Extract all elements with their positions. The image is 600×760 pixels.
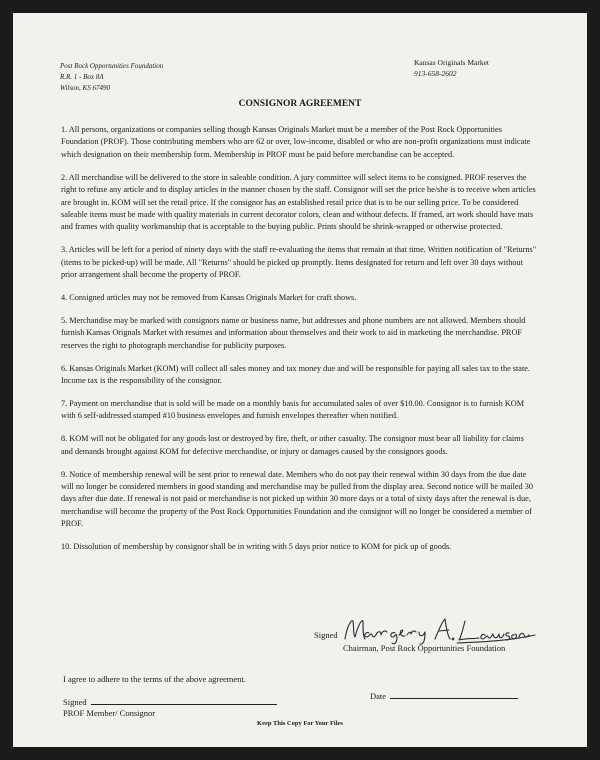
- clause-6: 6. Kansas Originals Market (KOM) will collect all sales money and tax money due and will be responsible for paying all sales tax to the state. Income tax is the responsibility of the consignor.: [61, 363, 530, 385]
- member-signature-field[interactable]: [91, 696, 277, 705]
- market-contact-block: [414, 57, 489, 79]
- clause-5: 5. Merchandise may be marked with consignors name or business name, but addresses and phone numbers are not allowed. Members should furnish Kansas Orignals Market with resumes and information about themselves and their work to aid in marketing the merchandise. PROF reserves the right to photograph merchandise for publicity purposes.: [61, 315, 526, 350]
- date-label: Date: [370, 691, 387, 701]
- footer-note: Keep This Copy For Your Files: [257, 720, 343, 727]
- document-title: CONSIGNOR AGREEMENT: [238, 99, 362, 109]
- market-phone: 913-658-2602: [414, 69, 457, 78]
- clause-8: 8. KOM will not be obligated for any goods lost or destroyed by fire, theft, or other casualty. The consignor must bear all liability for claims and demands brought against KOM for defective merchandise, or injury or damages caused by the consignors goods.: [61, 434, 524, 456]
- clause-10: 10. Dissolution of membership by consignor shall be in writing with 5 days prior notice to KOM for pick up of goods.: [61, 542, 452, 552]
- chairman-signature-block: [303, 611, 543, 661]
- signed-label: Signed: [314, 630, 338, 640]
- market-name: Kansas Originals Market: [414, 58, 489, 67]
- address-line-2: Wilson, KS 67490: [60, 84, 110, 92]
- document-page: [13, 13, 587, 747]
- clause-9: 9. Notice of membership renewal will be sent prior to renewal date. Members who do not pay their renewal within 30 days from the due date will no longer be considered members in good standing and merchandise may be pulled from the display area. Second notice will be mailed 30 days after due date. If renewal is not paid or merchandise is not picked up within 30 more days or a total of sixty days after the renewal is due, merchandise will become the property of the Post Rock Opportunities Foundation and the consignor will no longer be considered a member of PROF.: [61, 469, 533, 529]
- clause-1: 1. All persons, organizations or companies selling though Kansas Originals Market must be a member of the Post Rock Opportunities Foundation (PROF). Those contributing members who are 62 or over, low-income, disabled or who are non-profit organizations must indicate which designation on their membership form. Membership in PROF must be paid before merchandise can be accepted.: [61, 125, 531, 159]
- date-line[interactable]: [370, 690, 518, 701]
- member-signature-line[interactable]: [63, 696, 277, 707]
- member-signed-label: Signed: [63, 697, 87, 707]
- clause-3: 3. Articles will be left for a period of ninety days with the staff re-evaluating the items that remain at that time. Written notification of "Returns" (items to be picked-up) will be made. All "Returns" should be picked up promptly. Items designated for return and left over 30 days without prior arrangement shall become the property of PROF.: [61, 245, 537, 280]
- address-line-1: R.R. 1 - Box 8A: [60, 73, 104, 81]
- agreement-clauses: [61, 124, 537, 564]
- clause-7: 7. Payment on merchandise that is sold will be made on a monthly basis for accumulated sales of over $10.00. Consignor is to furnish KOM with 6 self-addressed stamped #10 business envelopes and furnish envelopes thereafter when notified.: [61, 398, 525, 421]
- org-name: Post Rock Opportunities Foundation: [60, 62, 164, 70]
- member-role-label: PROF Member/ Consignor: [63, 708, 156, 718]
- handwritten-signature: [339, 613, 539, 647]
- clause-4: 4. Consigned articles may not be removed from Kansas Originals Market for craft shows.: [61, 292, 357, 302]
- date-field[interactable]: [390, 690, 518, 699]
- signer-title: Chairman, Post Rock Opportunities Foundation: [343, 643, 506, 653]
- sender-address-block: [60, 61, 163, 94]
- agreement-statement: I agree to adhere to the terms of the above agreement.: [63, 674, 246, 684]
- clause-2: 2. All merchandise will be delivered to the store in saleable condition. A jury committee will select items to be consigned. PROF reserves the right to refuse any article and to display articles in the manner chosen by the staff. Consignor will set the price he/she is to receive when articles are brought in. KOM will set the retail price. If the consignor has an established retail price that is to be our selling price. To be considered saleable items must be made with quality materials in current decorator colors, clean and without defects. If framed, art work should have mats and frames with quality workmanship that is acceptable to the buying public. Prints should be shrink-wrapped or otherwise protected.: [61, 172, 536, 232]
